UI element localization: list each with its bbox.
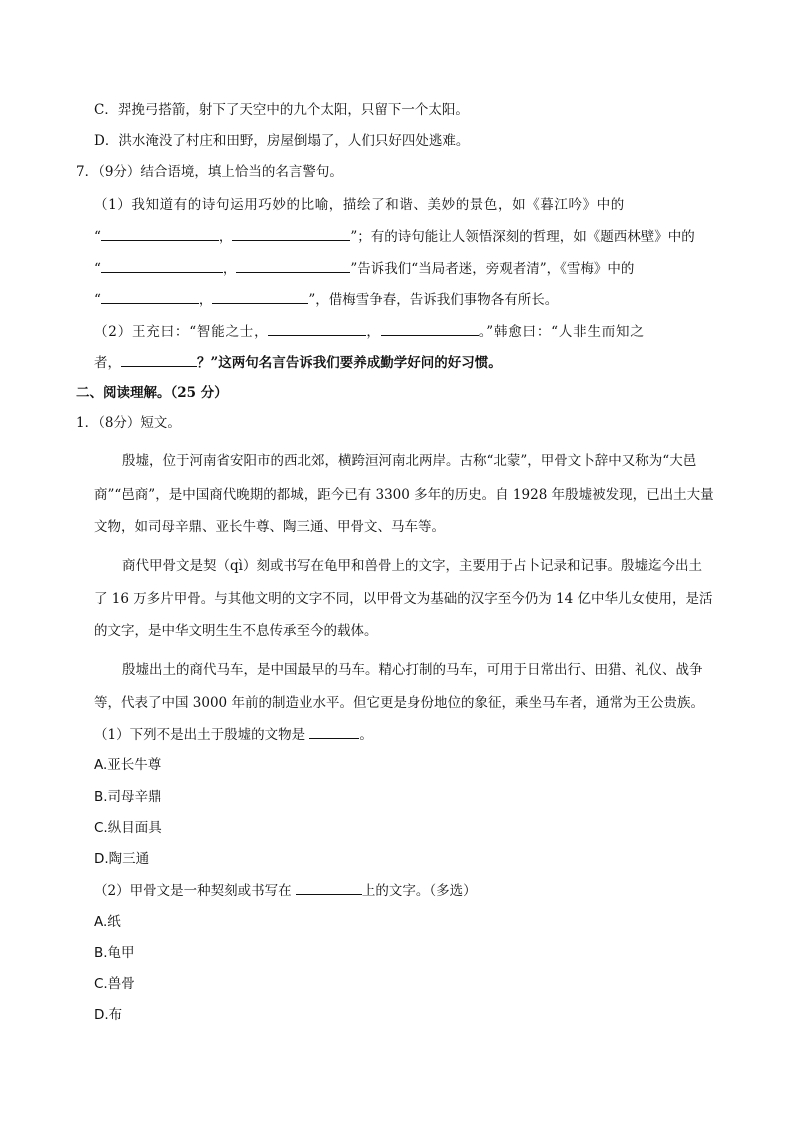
q7-part1-line1: （1）我知道有的诗句运用巧妙的比喻，描绘了和谐、美妙的景色，如《暮江吟》中的 [94,197,625,213]
q7-stem: 7．（9分）结合语境，填上恰当的名言警句。 [76,164,343,180]
text-fragment: ？”这两句名言告诉我们要养成勤学好问的好习惯。 [197,355,502,371]
q7-part1-line4 [94,289,558,310]
sub1-option-c[interactable]: C.纵目面具 [94,820,162,836]
text-fragment: （2）甲骨文是一种契刻或书写在 [94,883,292,899]
text-fragment: ， [222,261,237,277]
sub2-option-a[interactable]: A.纸 [94,914,121,930]
text-fragment: ， [198,292,213,308]
passage-para1-line3: 文物，如司母辛鼎、亚长牛尊、陶三通、甲骨文、马车等。 [94,519,445,535]
answer-blank[interactable] [309,724,359,739]
option-c: C．羿挽弓搭箭，射下了天空中的九个太阳，只留下一个太阳。 [94,102,469,118]
sub1-option-b[interactable]: B.司母辛鼎 [94,789,162,805]
answer-blank[interactable] [212,289,308,304]
q1-stem: 1．（8分）短文。 [76,415,181,431]
text-fragment: 上的文字。（多选） [361,883,477,899]
text-fragment: （1）下列不是出土于殷墟的文物是 [94,727,306,743]
text-fragment: “ [94,261,101,277]
text-fragment: “ [94,292,101,308]
answer-blank[interactable] [121,352,197,367]
sub1-option-d[interactable]: D.陶三通 [94,851,150,867]
answer-blank[interactable] [232,226,350,241]
text-fragment: 。 [359,727,373,743]
sub2-stem [94,880,477,901]
answer-blank[interactable] [296,880,362,895]
section-title: 二、阅读理解。（25 分） [76,385,228,401]
answer-blank[interactable] [381,321,479,336]
text-fragment: ， [218,229,233,245]
text-fragment: ”，借梅雪争春，告诉我们事物各有所长。 [308,292,559,308]
answer-blank[interactable] [101,226,219,241]
q7-part2-line1 [94,321,645,342]
sub2-option-b[interactable]: B.龟甲 [94,945,135,961]
q7-part1-line3 [94,258,634,279]
passage-para1-line2: 商”“邑商”，是中国商代晚期的都城，距今已有 3300 多年的历史。自 1928 年殷墟被发现，已出土大量 [94,487,714,503]
answer-blank[interactable] [268,321,366,336]
text-fragment: （2）王充曰：“智能之士， [94,324,269,340]
passage-para1-line1: 殷墟，位于河南省安阳市的西北郊，横跨洹河南北两岸。古称“北蒙”，甲骨文卜辞中又称为“大邑 [122,453,697,469]
q7-part1-line2 [94,226,695,247]
text-fragment: ”告诉我们“当局者迷，旁观者清”，《雪梅》中的 [350,261,635,277]
option-d: D．洪水淹没了村庄和田野，房屋倒塌了，人们只好四处逃难。 [94,133,470,149]
sub1-stem [94,724,373,745]
passage-para2-line3: 的文字，是中华文明生生不息传承至今的载体。 [94,623,378,639]
sub2-option-d[interactable]: D.布 [94,1007,123,1023]
text-fragment: 者， [94,355,121,371]
passage-para3-line2: 等，代表了中国 3000 年前的制造业水平。但它更是身份地位的象征，乘坐马车者，通常为王公贵族。 [94,695,704,711]
text-fragment: ， [366,324,381,340]
passage-para2-line2: 了 16 万多片甲骨。与其他文明的文字不同，以甲骨文为基础的汉字至今仍为 14 亿中华儿女使用，是活 [94,591,713,607]
answer-blank[interactable] [101,258,223,273]
sub1-option-a[interactable]: A.亚长牛尊 [94,757,162,773]
text-fragment: “ [94,229,101,245]
passage-para3-line1: 殷墟出土的商代马车，是中国最早的马车。精心打制的马车，可用于日常出行、田猎、礼仪、战争 [122,662,703,678]
q7-part2-line2 [94,352,502,373]
text-fragment: 。”韩愈曰：“人非生而知之 [478,324,645,340]
sub2-option-c[interactable]: C.兽骨 [94,976,135,992]
answer-blank[interactable] [236,258,350,273]
passage-para2-line1: 商代甲骨文是契（qì）刻或书写在龟甲和兽骨上的文字，主要用于占卜记录和记事。殷墟迄今出土 [122,558,702,574]
text-fragment: ”；有的诗句能让人领悟深刻的哲理，如《题西林壁》中的 [350,229,695,245]
answer-blank[interactable] [101,289,199,304]
